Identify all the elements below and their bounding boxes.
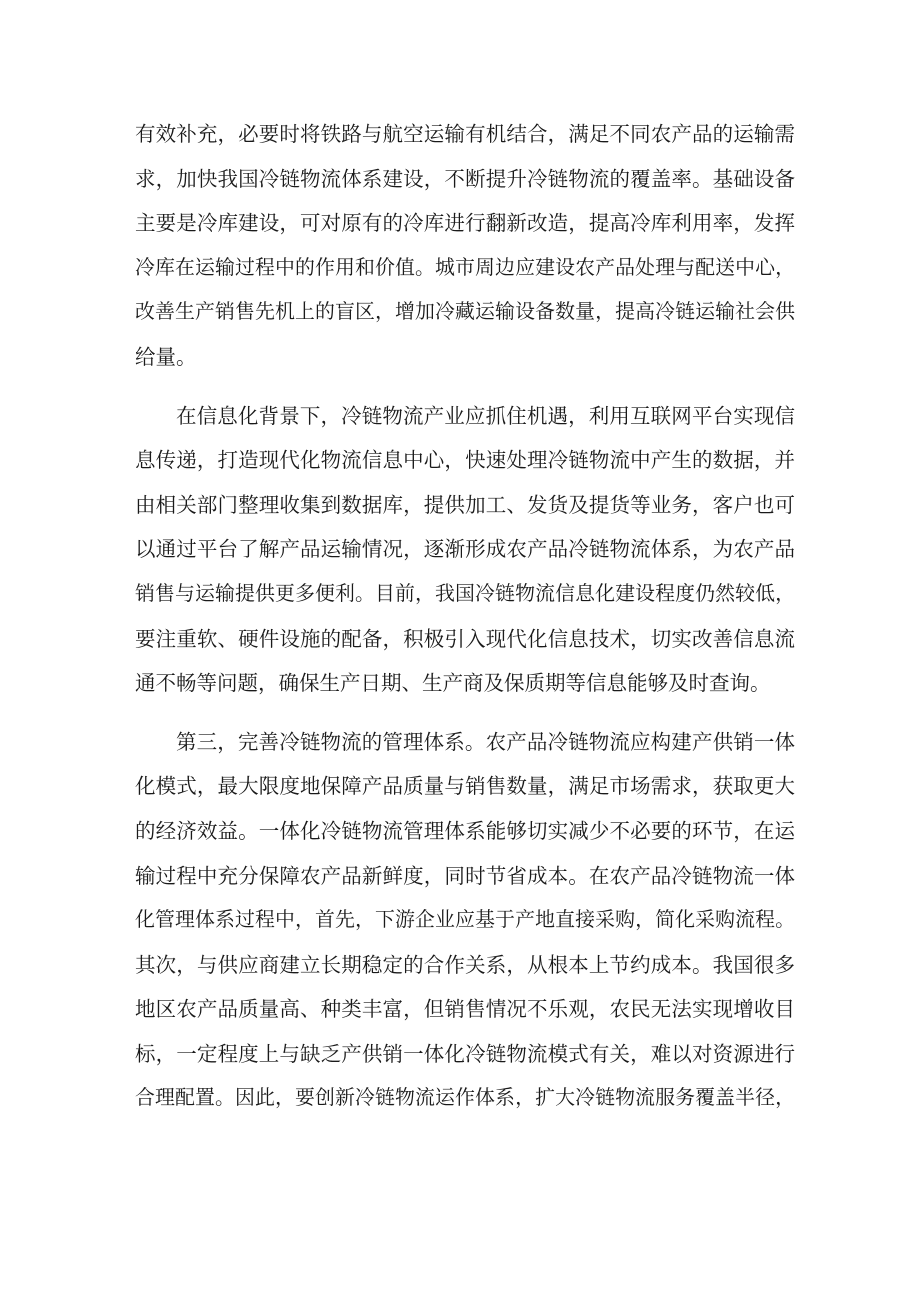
text-line: 其次，与供应商建立长期稳定的合作关系，从根本上节约成本。我国很多 (135, 952, 795, 977)
text-line: 改善生产销售先机上的盲区，增加冷藏运输设备数量，提高冷链运输社会供 (135, 300, 795, 324)
text-line: 给量。 (135, 344, 197, 369)
text-line: 要注重软、硬件设施的配备，积极引入现代化信息技术，切实改善信息流 (135, 626, 795, 651)
text-line: 合理配置。因此，要创新冷链物流运作体系，扩大冷链物流服务覆盖半径， (135, 1086, 795, 1110)
text-line: 化管理体系过程中，首先，下游企业应基于产地直接采购，简化采购流程。 (135, 908, 795, 932)
text-line: 息传递，打造现代化物流信息中心，快速处理冷链物流中产生的数据，并 (135, 448, 795, 473)
text-line: 由相关部门整理收集到数据库，提供加工、发货及提货等业务，客户也可 (135, 492, 795, 517)
text-line: 在信息化背景下，冷链物流产业应抓住机遇，利用互联网平台实现信 (176, 403, 795, 428)
text-line: 主要是冷库建设，可对原有的冷库进行翻新改造，提高冷库利用率，发挥 (135, 211, 795, 236)
text-line: 输过程中充分保障农产品新鲜度，同时节省成本。在农产品冷链物流一体 (135, 863, 795, 888)
text-line: 销售与运输提供更多便利。目前，我国冷链物流信息化建设程度仍然较低， (135, 581, 795, 605)
text-line: 通不畅等问题，确保生产日期、生产商及保质期等信息能够及时查询。 (135, 671, 771, 696)
text-line: 地区农产品质量高、种类丰富，但销售情况不乐观，农民无法实现增收目 (135, 997, 795, 1022)
text-line: 标，一定程度上与缺乏产供销一体化冷链物流模式有关，难以对资源进行 (135, 1041, 795, 1066)
text-line: 冷库在运输过程中的作用和价值。城市周边应建设农产品处理与配送中心， (135, 255, 795, 279)
text-line: 的经济效益。一体化冷链物流管理体系能够切实减少不必要的环节，在运 (135, 818, 795, 843)
text-line: 以通过平台了解产品运输情况，逐渐形成农产品冷链物流体系，为农产品 (135, 537, 795, 562)
paragraph-3 (135, 720, 795, 1121)
text-line: 第三，完善冷链物流的管理体系。农产品冷链物流应构建产供销一体 (176, 729, 795, 754)
text-line: 有效补充，必要时将铁路与航空运输有机结合，满足不同农产品的运输需 (135, 122, 795, 146)
paragraph-1 (135, 112, 795, 380)
text-line: 求，加快我国冷链物流体系建设，不断提升冷链物流的覆盖率。基础设备 (135, 166, 795, 191)
paragraph-2 (135, 394, 795, 706)
body-text (135, 112, 795, 1121)
text-line: 化模式，最大限度地保障产品质量与销售数量，满足市场需求，获取更大 (135, 774, 795, 799)
